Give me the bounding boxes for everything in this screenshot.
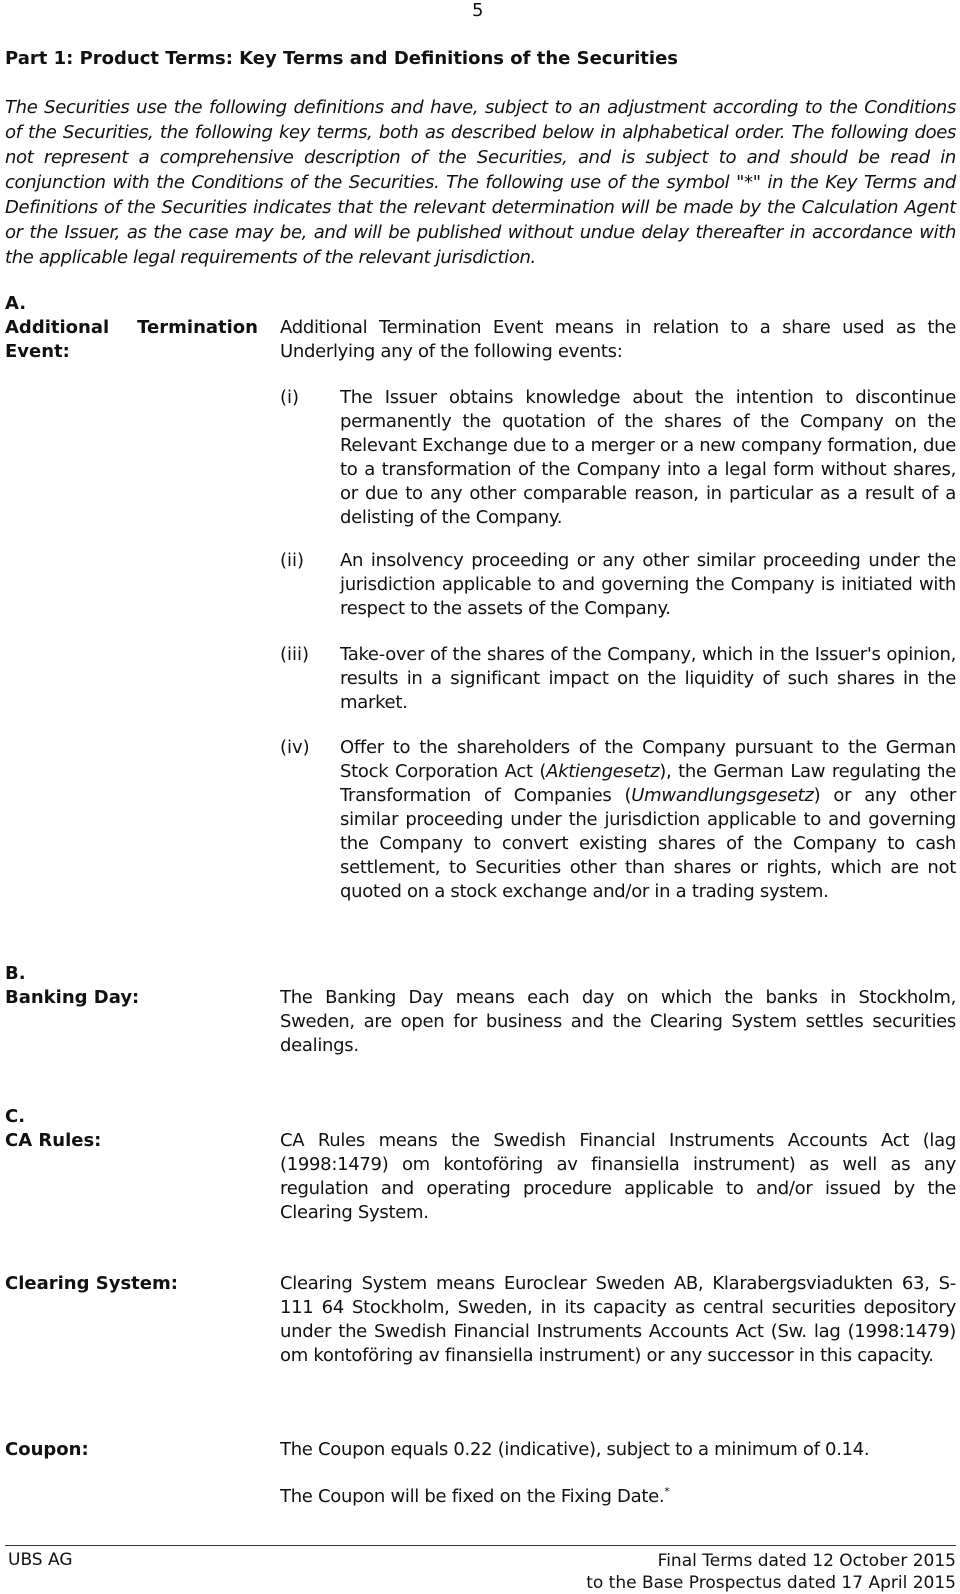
term-label: Banking Day:: [5, 987, 140, 1008]
footer-final-terms-date: Final Terms dated 12 October 2015: [657, 1551, 956, 1571]
section-b: [5, 962, 956, 986]
term-definition: Clearing System means Euroclear Sweden AB, Klarabergsviadukten 63, S-111 64 Stockholm, Sweden, in its capacity as central securities depository under the Swedish Financial Instruments Accounts Act (Sw. lag (1998:1479) om kontoföring av finansiella instrument) or any successor in this capacity.: [280, 1273, 956, 1366]
list-marker: (ii): [280, 550, 305, 571]
section-c: [5, 1105, 956, 1129]
list-item-text: Take-over of the shares of the Company, which in the Issuer's opinion, results in a significant impact on the liquidity of such shares in the market.: [340, 644, 956, 713]
section-letter: A.: [5, 293, 27, 314]
coupon-fixing-text: The Coupon will be fixed on the Fixing Date.: [280, 1486, 665, 1507]
list-item-text-part: ), the German Law regulating the Transformation of Companies (: [340, 761, 957, 806]
footer-base-prospectus-date: to the Base Prospectus dated 17 April 2015: [586, 1573, 956, 1593]
term-label: Clearing System:: [5, 1273, 178, 1294]
statute-name: Aktiengesetz: [546, 761, 660, 782]
section-a: [5, 292, 956, 316]
term-definition: The Banking Day means each day on which the banks in Stockholm, Sweden, are open for business and the Clearing System settles securities dealings.: [280, 987, 956, 1056]
section-letter: B.: [5, 963, 26, 984]
term-label: Coupon:: [5, 1439, 89, 1460]
list-marker: (iv): [280, 737, 310, 758]
page-number: 5: [472, 0, 484, 21]
determination-asterisk: *: [664, 1485, 670, 1498]
footer-divider: [5, 1545, 956, 1546]
section-letter: C.: [5, 1106, 26, 1127]
intro-paragraph: The Securities use the following definitions and have, subject to an adjustment according to the Conditions of the Securities, the following key terms, both as described below in alphabetical order. The following does not represent a comprehensive description of the Securities, and is subject to and should be read in conjunction with the Conditions of the Securities. The following use of the symbol "*" in the Key Terms and Definitions of the Securities indicates that the relevant determination will be made by the Calculation Agent or the Issuer, as the case may be, and will be published without undue delay thereafter in accordance with the applicable legal requirements of the relevant jurisdiction.: [5, 97, 956, 268]
list-item-text-part: ) or any other similar proceeding under the jurisdiction applicable to and governing the Company to convert existing shares of the Company to cash settlement, to Securities other than shares or rights, which are not quoted on a stock exchange and/or in a trading system.: [340, 785, 956, 902]
statute-name: Umwandlungsgesetz: [631, 785, 814, 806]
term-label: CA Rules:: [5, 1130, 102, 1151]
footer-document-reference: [586, 1550, 956, 1594]
term-definition: Additional Termination Event means in relation to a share used as the Underlying any of the following events:: [280, 317, 956, 362]
term-definition: The Coupon equals 0.22 (indicative), subject to a minimum of 0.14.: [280, 1439, 870, 1460]
term-label: Additional Termination: [5, 317, 258, 338]
footer-issuer: UBS AG: [8, 1550, 73, 1570]
list-marker: (iii): [280, 644, 310, 665]
list-item-text: The Issuer obtains knowledge about the intention to discontinue permanently the quotation of the shares of the Company on the Relevant Exchange due to a merger or a new company formation, due to a transformation of the Company into a legal form without shares, or due to any other comparable reason, in particular as a result of a delisting of the Company.: [340, 387, 956, 528]
term-label-continued: Event:: [5, 341, 70, 362]
term-definition: CA Rules means the Swedish Financial Instruments Accounts Act (lag (1998:1479) om kontoföring av finansiella instrument) as well as any regulation and operating procedure applicable to and/or issued by the Clearing System.: [280, 1130, 956, 1223]
list-marker: (i): [280, 387, 300, 408]
list-item-text-part: Offer to the shareholders of the Company pursuant to the German Stock Corporation Act (: [340, 737, 956, 782]
list-item-text: [340, 736, 956, 904]
list-item-text: An insolvency proceeding or any other similar proceeding under the jurisdiction applicable to and governing the Company is initiated with respect to the assets of the Company.: [340, 550, 956, 619]
page-title: Part 1: Product Terms: Key Terms and Definitions of the Securities: [5, 48, 679, 69]
coupon-fixing-note: [280, 1485, 956, 1509]
